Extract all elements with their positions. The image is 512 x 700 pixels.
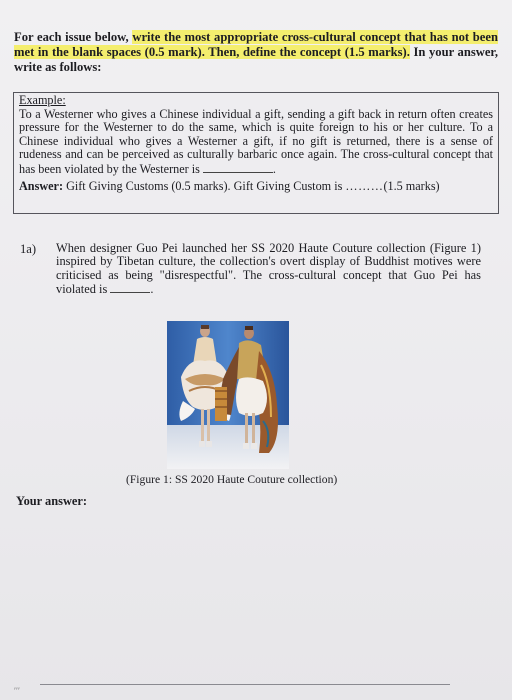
example-answer [19, 180, 493, 194]
corner-mark: ′′′ [14, 686, 20, 696]
figure-caption: (Figure 1: SS 2020 Haute Couture collection) [126, 473, 338, 486]
example-answer-dots: ……… [345, 178, 384, 193]
instructions-lead: For each issue below, [14, 30, 133, 44]
example-answer-text: Gift Giving Customs (0.5 marks). Gift Giving Custom is [66, 178, 343, 193]
runway-photo [167, 321, 289, 469]
question-number: 1a) [20, 242, 37, 256]
instructions-tail: In your answer, write as follows: [14, 45, 498, 74]
example-label: Example: [19, 93, 66, 107]
instructions-highlighted: write the most appropriate cross-cultural concept that has not been met in the blank spaces (0.5 mark). Then, define the concept (1.5 marks). [14, 30, 498, 59]
example-answer-label: Answer: [19, 178, 64, 193]
question-text: When designer Guo Pei launched her SS 2020 Haute Couture collection (Figure 1) inspired by Tibetan culture, the collection's overt display of Buddhist motives were criticised as being "disrespectful". The cross-cultural concept that Guo Pei has violated is . [56, 241, 481, 297]
answer-line [40, 684, 450, 685]
example-box [13, 92, 499, 214]
example-body: To a Westerner who gives a Chinese individual a gift, sending a gift back in return often creates pressure for the Westerner to do the same, which is quite foreign to his or her culture. To a Chinese individual who gives a Westerner a gift, if no gift is returned, there is a sense of rudeness and can be perceived as culturally barbaric once again. The cross-cultural concept that has been violated by the Westerner is . [19, 106, 493, 176]
example-blank [203, 162, 273, 173]
example-answer-marks: (1.5 marks) [383, 178, 440, 193]
question-blank [110, 282, 150, 293]
your-answer-label: Your answer: [16, 494, 88, 508]
instructions-paragraph [14, 30, 498, 75]
